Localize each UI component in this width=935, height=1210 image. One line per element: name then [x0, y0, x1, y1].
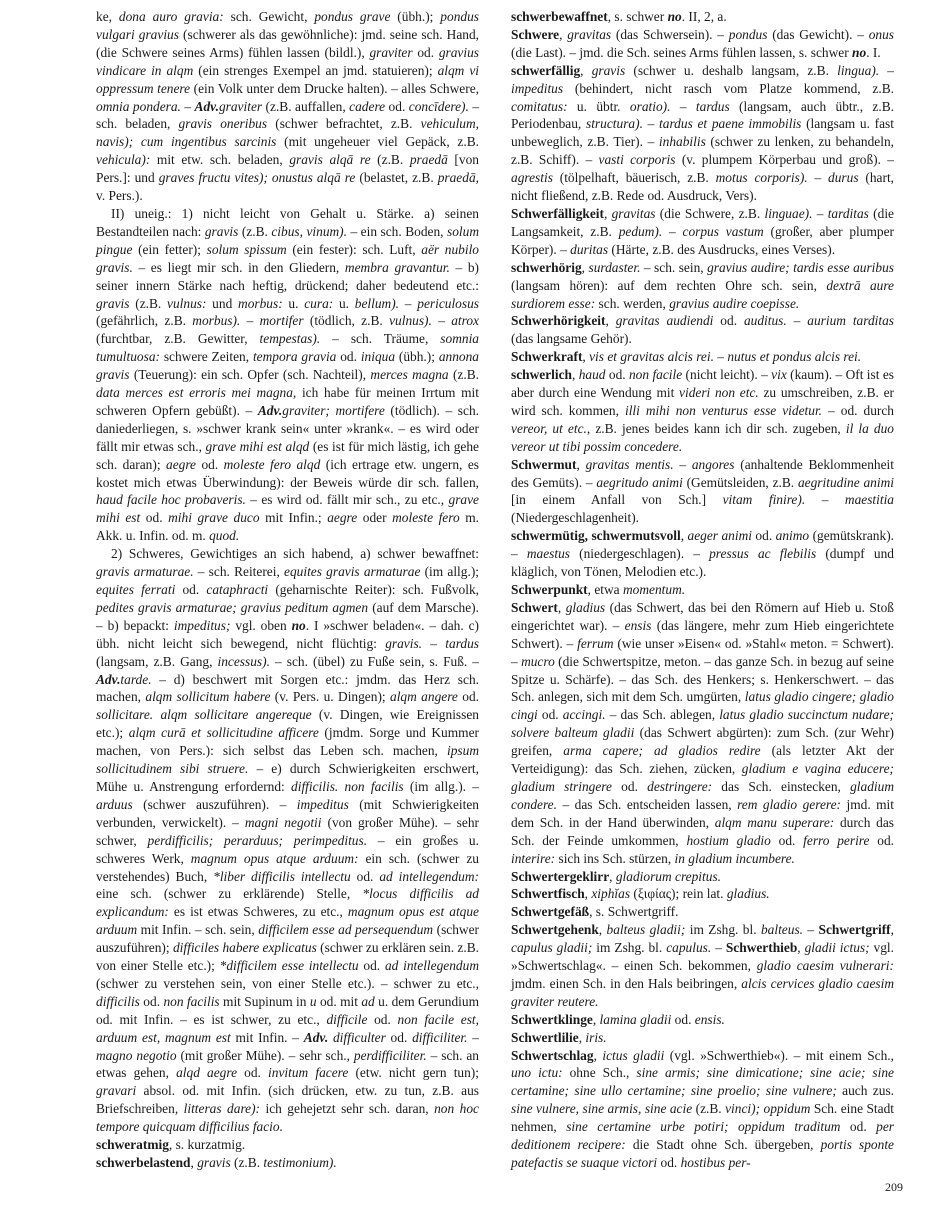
entry-schwerbewaffnet: schwerbewaffnet, s. schwer no. II, 2, a. [511, 9, 727, 24]
entry-schwertlilie: Schwertlilie, iris. [511, 1029, 607, 1045]
entry-schweratmig: schweratmig, s. kurzatmig. [96, 1137, 246, 1153]
entry-schwerfaelligkeit: Schwerfälligkeit, gravitas (die Schwere, z.B. linguae). – tarditas (die Langsamkeit, z.B. pedum). – corpus vastum (großer, aber plumper Körper). – duritas (Härte, z.B. des Ausdrucks, eines Verses). [511, 205, 894, 257]
entry-section-II-2: 2) Schweres, Gewichtiges an sich habend, a) schwer bewaffnet: gravis armaturae. – sch. Reiterei, equites gravis armaturae (im allg.); equites ferrati od. cataphracti (geharnischte Reiter): sch. Fußvolk, pedites gravis armaturae; gravius peditum agmen (auf dem Marsche). – b) bepackt: impeditus; vgl. oben no. I »schwer beladen«. – dah. c) übh. nicht leicht sich bewegend, nicht flüchtig: gravis. – tardus (langsam, z.B. Gang, incessus). – sch. (übel) zu Fuße sein, s. Fuß. – Adv.tarde. – d) beschwert mit Sorgen etc.: jmdm. das Herz sch. machen, alqm sollicitum habere (v. Pers. u. Dingen); alqm angere od. sollicitare. alqm sollicitare angereque (v. Dingen, wie Ereignissen etc.); alqm curā et sollicitudine afficere (jmdm. Sorge und Kummer machen, von Pers.): sich selbst das Leben sch. machen, ipsum sollicitudinem sibi struere. – e) durch Schwierigkeiten erschwert, Mühe u. Anstrengung erfordernd: difficilis. non facilis (im allg.). – arduus (schwer auszuführen). – impeditus (mit Schwierigkeiten verbunden, verwickelt). – magni negotii (von großer Mühe). – sehr schwer, perdifficilis; perarduus; perimpeditus. – ein großes u. schweres Werk, magnum opus atque arduum: ein sch. (schwer zu verstehendes) Buch, *liber difficilis intellectu od. ad intellegendum: eine sch. (schwer zu erklärende) Stelle, *locus difficilis ad explicandum: es ist etwas Schweres, zu etc., magnum opus est atque arduum mit Infin. – sch. sein, difficilem esse ad persequendum (schwer auszuführen); difficiles habere explicatus (schwer zu erklären sein. z.B. von einer Stelle etc.); *difficilem esse intellectu od. ad intellegendum (schwer zu verstehen sein, von einer Stelle etc.). – schwer zu etc., difficilis od. non facilis mit Supinum in u od. mit ad u. dem Gerundium od. mit Infin. – es ist schwer, zu etc., difficile od. non facile est, arduum est, magnum est mit Infin. – Adv. difficulter od. difficiliter. – magno negotio (mit großer Mühe). – sehr sch., perdifficiliter. – sch. an etwas gehen, alqd aegre od. invitum facere (etw. nicht gern tun); gravari absol. od. mit Infin. (sich drücken, etw. zu tun, z.B. aus Briefschreiben, litteras dare): ich gehejetzt sehr sch. daran, non hoc tempore quicquam difficilius facio. [96, 546, 480, 1135]
entry-schwerhoerig: schwerhörig, surdaster. – sch. sein, gravius audire; tardis esse auribus (langsam hören): auf dem rechten Ohre sch. sein, dextrā aure surdiorem esse: sch. werden, gravius audire coepisse. [511, 259, 894, 311]
entry-section-II-1: II) uneig.: 1) nicht leicht von Gehalt u. Stärke. a) seinen Bestandteilen nach: gravis (z.B. cibus, vinum). – ein sch. Boden, solum pingue (ein fetter); solum spissum (ein fester): sch. Luft, aër nubilo gravis. – es liegt mir sch. in den Gliedern, membra gravantur. – b) seiner innern Stärke nach heftig, drückend; daher bedeutend etc.: gravis (z.B. vulnus: und morbus: u. cura: u. bellum). – periculosus (gefährlich, z.B. morbus). – mortifer (tödlich, z.B. vulnus). – atrox (furchtbar, z.B. Gewitter, tempestas). – sch. Träume, somnia tumultuosa: schwere Zeiten, tempora gravia od. iniqua (übh.); annona gravis (Teuerung): ein sch. Opfer (sch. Nachteil), merces magna (z.B. data merces est erroris mei magna, ich habe für meinen Irrtum mit schweren Opfern gebüßt). – Adv.graviter; mortifere (tödlich). – sch. daniederliegen, s. »schwer krank sein« unter »krank«. – es wird oder fällt mir etwas sch., grave mihi est alqd (es ist für mich lästig, ich gehe sch. daran); aegre od. moleste fero alqd (ich ertrage etw. ungern, es kostet mich etwas Überwindung): der Beweis würde dir sch. fallen, haud facile hoc probaveris. – es wird od. fällt mir sch., zu etc., grave mihi est od. mihi grave duco mit Infin.; aegre oder moleste fero m. Akk. u. Infin. od. m. quod. [96, 205, 479, 544]
entry-schwertgefaess: Schwertgefäß, s. Schwertgriff. [511, 904, 679, 920]
entry-schwerlich: schwerlich, haud od. non facile (nicht leicht). – vix (kaum). – Oft ist es aber durch eine Wendung mit videri non etc. zu umschreiben, z.B. er wird sch. kommen, illi mihi non venturus esse videtur. – od. durch vereor, ut etc., z.B. jenes beides kann ich dir sch. zugeben, il la duo vereor ut tibi possim concedere. [511, 367, 894, 454]
entry-schwerpunkt: Schwerpunkt, etwa momentum. [511, 582, 686, 597]
entry-schwertschlag: Schwertschlag, ictus gladii (vgl. »Schwerthieb«). – mit einem Sch., uno ictu: ohne Sch., sine armis; sine dimicatione; sine acie; sine certamine; sine ullo certamine; sine proelio; sine vulnere; auch zus. sine vulnere, sine armis, sine acie (z.B. vinci); oppidum Sch. eine Stadt nehmen, sine certamine urbe potiri; oppidum traditum od. per deditionem recipere: die Stadt ohne Sch. übergeben, portis sponte patefactis se suaque victori od. hostibus per- [511, 1047, 895, 1170]
entry-schwere: Schwere, gravitas (das Schwersein). – pondus (das Gewicht). – onus (die Last). – jmd. die Sch. seines Arms fühlen lassen, s. schwer no. I. [511, 26, 894, 60]
page-number: 209 [885, 1180, 903, 1194]
entry-schwerhoerigkeit: Schwerhörigkeit, gravitas audiendi od. auditus. – aurium tarditas (das langsame Gehör). [511, 313, 895, 347]
entry-continuation: ke, dona auro gravia: sch. Gewicht, pondus grave (übh.); pondus vulgari gravius (schwerer als das gewöhnliche): jmd. seine sch. Hand, (die Schwere seines Arms) fühlen lassen (bildl.), graviter od. gravius vindicare in alqm (ein strenges Exempel an jmd. statuieren); alqm vi oppressum tenere (ein Volk unter dem Drucke halten). – alles Schwere, omnia pondera. – Adv.graviter (z.B. auffallen, cadere od. concīdere). – sch. beladen, gravis oneribus (schwer befrachtet, z.B. vehiculum, navis); cum ingentibus sarcinis (mit ungeheuer viel Gepäck, z.B. vehicula): mit etw. sch. beladen, gravis alqā re (z.B. praedā [von Pers.]: und graves fructu vites); onustus alqā re (belastet, z.B. praedā, v. Pers.). [96, 9, 480, 204]
entry-schwerfaellig: schwerfällig, gravis (schwer u. deshalb langsam, z.B. lingua). – impeditus (behindert, nicht rasch vom Platze kommend, z.B. comitatus: u. übtr. oratio). – tardus (langsam, auch übtr., z.B. Periodenbau, structura). – tardus et paene immobilis (langsam u. fast unbeweglich, z.B. Tier). – inhabilis (schwer zu lenken, zu behandeln, z.B. Schiff). – vasti corporis (v. plumpem Körperbau und groß). – agrestis (tölpelhaft, bäuerisch, z.B. motus corporis). – durus (hart, nicht fließend, z.B. Rede od. Ausdruck, Vers). [511, 62, 895, 204]
entry-schwerkraft: Schwerkraft, vis et gravitas alcis rei. – nutus et pondus alcis rei. [511, 349, 862, 365]
entry-schwermuetig: schwermütig, schwermutsvoll, aeger animi od. animo (gemütskrank). – maestus (niedergeschlagen). – pressus ac flebilis (dumpf und kläglich, von Tönen, Melodien etc.). [511, 528, 894, 580]
entry-schwermut: Schwermut, gravitas mentis. – angores (anhaltende Beklommenheit des Gemüts). – aegritudo animi (Gemütsleiden, z.B. aegritudine animi [in einem Anfall von Sch.] vitam finire). – maestitia (Niedergeschlagenheit). [511, 456, 895, 526]
left-column [96, 8, 479, 1172]
entry-schwert: Schwert, gladius (das Schwert, das bei den Römern auf Hieb u. Stoß eingerichtet war). – ensis (das längere, mehr zum Hieb eingerichtete Schwert). – ferrum (wie unser »Eisen« od. »Stahl« meton. = Schwert). – mucro (die Schwertspitze, meton. – das ganze Sch. in bezug auf seine Spitze u. Schärfe). – das Sch. des Henkers; s. Henkerschwert. – das Sch. anlegen, sich mit dem Sch. umgürten, latus gladio cingere; gladio cingi od. accingi. – das Sch. ablegen, latus gladio succinctum nudare; solvere balteum gladii (das Schwert abgürten): zum Sch. (zur Wehr) greifen, arma capere; ad gladios redire (als letzter Akt der Verteidigung): das Sch. ziehen, zücken, gladium e vagina educere; gladium stringere od. destringere: das Sch. einstecken, gladium condere. – das Sch. entscheiden lassen, rem gladio gerere: jmd. mit dem Sch. in der Hand überwinden, alqm manu superare: durch das Sch. der Feinde umkommen, hostium gladio od. ferro perire od. interire: sich ins Sch. stürzen, in gladium incumbere. [511, 599, 895, 866]
right-column [511, 8, 894, 1172]
entry-schwertergeklirr: Schwertergeklirr, gladiorum crepitus. [511, 868, 721, 884]
entry-schwerbelastend: schwerbelastend, gravis (z.B. testimonium). [96, 1155, 337, 1170]
entry-schwertklinge: Schwertklinge, lamina gladii od. ensis. [511, 1011, 725, 1027]
entry-schwertgehenk: Schwertgehenk, balteus gladii; im Zshg. bl. balteus. – Schwertgriff, capulus gladii; im Zshg. bl. capulus. – Schwerthieb, gladii ictus; vgl. »Schwertschlag«. – einen Sch. bekommen, gladio caesim vulnerari: jmdm. einen Sch. in den Hals beibringen, alcis cervices gladio caesim graviter reutere. [511, 922, 894, 1009]
entry-schwertfisch: Schwertfisch, xiphĭas (ξιφίας); rein lat. gladius. [511, 886, 770, 902]
